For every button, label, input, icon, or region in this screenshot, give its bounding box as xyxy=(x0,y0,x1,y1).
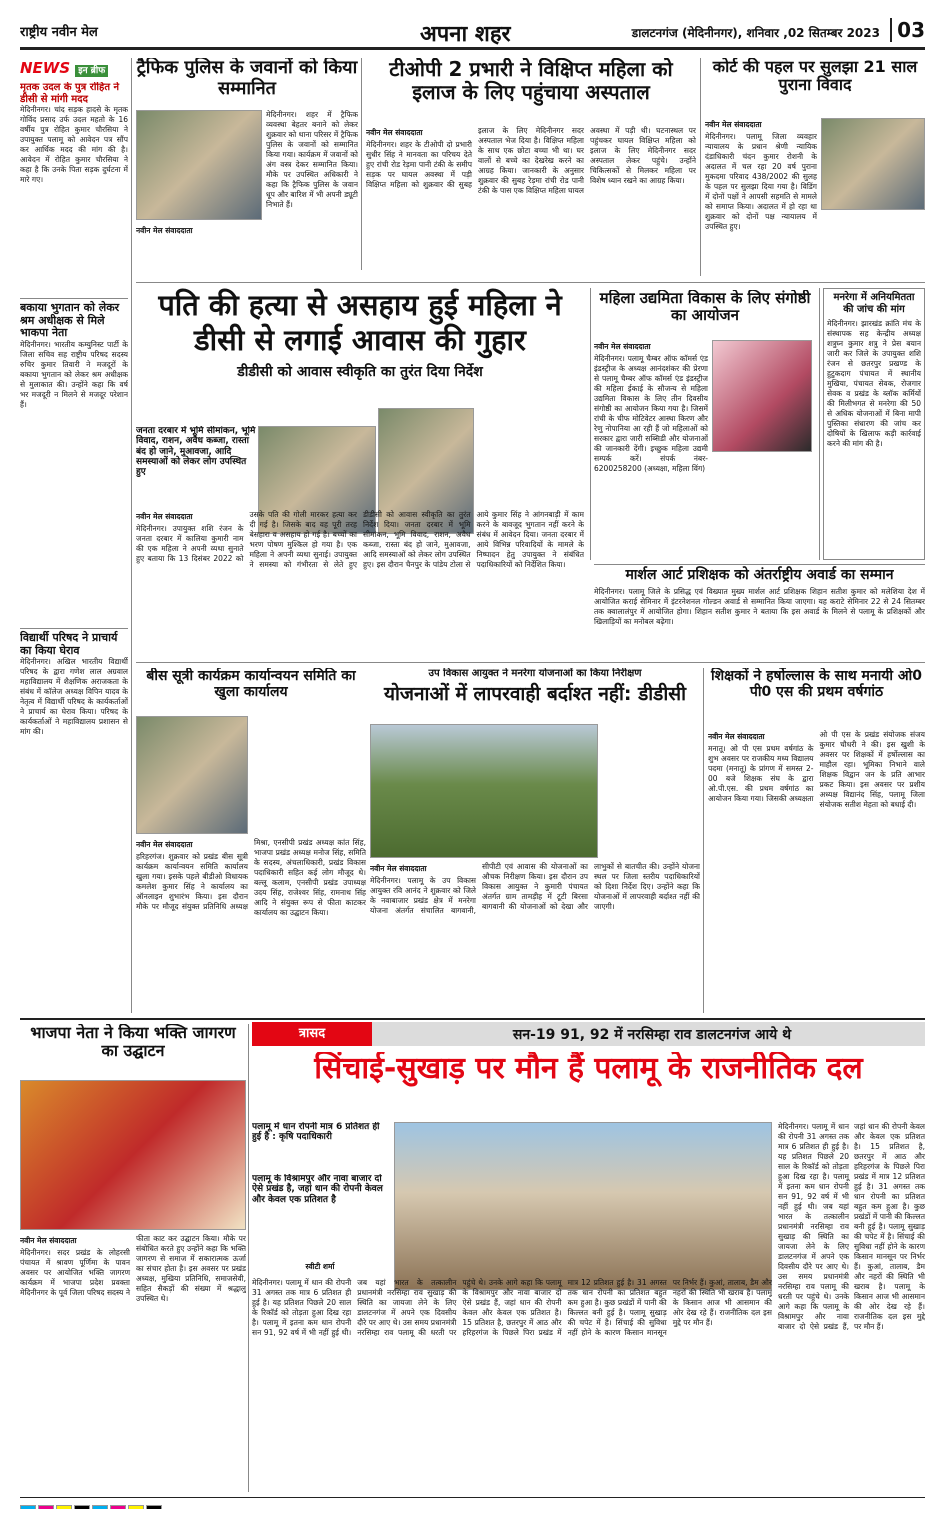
teachers-body: मनातू। ओ पी एस प्रथम वर्षगांठ के शुभ अवसर पर राजकीय मध्य विद्यालय पदमा (मनातू) के प्रांगण में समस्त 2-00 बजे शिक्षक संघ के द्वारा ओ.पी.एस. की प्रथम वर्षगांठ का आयोजन किया गया। जिसकी अध्यक्षता ओ पी एस के प्रखंड संयोजक संजय कुमार चौधरी ने की। इस खुशी के अवसर पर शिक्षकों में हर्षोल्लास का माहौल रहा। भूमिका निभाने वाले शिक्षक विद्वान जन के प्रति आभार प्रकट किया। इस अवसर पर प्रशीय अध्यक्ष विद्यानंद सिंह, पलामू जिला संयोजक सतीश मेहता को बधाई दी। xyxy=(708,730,925,809)
women-byline: नवीन मेल संवाददाता xyxy=(594,342,651,351)
bjp-text xyxy=(20,1234,246,1492)
top-body: मेदिनीनगर। शहर के टीओपी दो प्रभारी सुधीर सिंह ने मानवता का परिचय देते हुए रांची रोड रेड़मा पानी टंकी के समीप सड़क पर घायल अवस्था में पड़ी विक्षिप्त महिला को शुक्रवार की सुबह इलाज के लिए मेदिनीनगर सदर अस्पताल भेज दिया है। विक्षिप्त महिला के साथ एक छोटा बच्चा भी था। घर वालों से बच्चे का देखरेख करने का आग्रह किया। जानकारी के अनुसार शुक्रवार की सुबह रेड़मा रांची रोड पानी टंकी के पास एक विक्षिप्त महिला घायल अवस्था में पड़ी थी। घटनास्थल पर पहुंचकर घायल विक्षिप्त महिला को इलाज के लिए मेदिनीनगर सदर अस्पताल लेकर पहुंचे। उन्होंने चिकित्सकों से मिलकर महिला पर विशेष ध्यान रखने का आग्रह किया। xyxy=(366,126,696,195)
mgnrega-text xyxy=(370,862,700,1013)
twenty-point-byline: नवीन मेल संवाददाता xyxy=(136,840,193,849)
drought-kicker: सन-19 91, 92 में नरसिम्हा राव डालटनगंज आये थे xyxy=(512,1027,792,1043)
paper-name: राष्ट्रीय नवीन मेल xyxy=(20,25,98,40)
lead-byline: नवीन मेल संवाददाता xyxy=(136,512,193,521)
lead-body: मेदिनीनगर। उपायुक्त शशि रंजन के जनता दरबार में कालिया कुमारी नाम की एक महिला ने अपनी व्यथा सुनाते हुए बताया कि 13 दिसंबर 2022 को उसके पति की गोली मारकर हत्या कर दी गई है। जिसके बाद वह पूरी तरह बेसहारा व असहाय हो गई है। बच्चों का भरण पोषण मुश्किल हो गया है। एक महिला ने अपनी व्यथा सुनाई। उपायुक्त ने समस्या को गंभीरता से लेते हुए डीडीसी को आवास स्वीकृति का तुरंत निर्देश दिया। जनता दरबार में भूमि सीमांकन, भूमि विवाद, राशन, अवैध कब्जा, रास्ता बंद हो जाने, मुआवजा, आदि समस्याओं को लेकर लोग उपस्थित हुए। इस दौरान चैनपुर के पांडेय टोला से आये कुमार सिंह ने आंगनबाड़ी में काम करने के बावजूद भुगतान नहीं करने के संबंध में आवेदन दिया। जनता दरबार में आये विभिन्न परिवादियों के मामले के निष्पादन हेतु उपायुक्त ने संबंधित पदाधिकारियों को निर्देशित किया। xyxy=(136,510,584,569)
top-byline: नवीन मेल संवाददाता xyxy=(366,128,423,137)
court-text xyxy=(705,118,817,280)
drought-tag: त्रासद xyxy=(252,1022,372,1046)
registration-swatch xyxy=(92,1505,108,1509)
news-in-brief xyxy=(20,58,128,998)
award-body: मेदिनीनगर। पलामू जिले के प्रसिद्ध एवं विख्यात मुख्य मार्शल आर्ट प्रशिक्षक शिहान सतीश कुमार को मलेशिया देश में आयोजित कराई सेमिनार में इंटरनेशनल गोल्डन अवार्ड से सम्मानित किया जाएगा। यह कराटे सेमिनार 22 से 24 सितम्बर तक क्वालालंपुर में आयोजित होगा। शिहान सतीश कुमार ने बताया कि इस अवार्ड के मिलने से पलामू के प्रशिक्षकों और खिलाड़ियों का मनोबल बढ़ेगा। xyxy=(594,587,925,627)
lead-headline: पति की हत्या से असहाय हुई महिला ने डीसी से लगाई आवास की गुहार xyxy=(158,288,562,357)
lead-caption-box xyxy=(136,426,256,506)
women-body: मेदिनीनगर। पलामू चैम्बर ऑफ कॉमर्स एंड इंडस्ट्रीज के अध्यक्ष आनंदशंकर की प्रेरणा से पलामू चैम्बर ऑफ कॉमर्स एंड इंडस्ट्रीज की महिला ईकाई के सौजन्य से महिला उद्यमिता विकास के लिए तीन दिवसीय संगोष्ठी का आयोजन किया गया है। जिसमें रांची के चीफ मोटिवेटर आस्था किरण और रेणु नोपानिया आ रही हैं जो महिलाओं को सरकार द्वारा जारी सब्सिडी और योजनाओं की जानकारी देंगी। इच्छुक महिला उद्यमी सम्पर्क करें। संपर्क नंबर- 6200258200 (अध्यक्षा, महिला विंग) xyxy=(594,354,708,473)
drought-banner xyxy=(252,1022,925,1046)
brief-title: मृतक उदल के पुत्र रोहित ने डीसी से मांगी मदद xyxy=(20,82,120,105)
top-text xyxy=(366,126,696,276)
brief-item xyxy=(20,628,128,998)
women-headline: महिला उद्यमिता विकास के लिए संगोष्ठी का आयोजन xyxy=(599,290,811,325)
drought-byline: स्वीटी शर्मा xyxy=(305,1262,335,1271)
mgnrega-brief-body: मेदिनीनगर। झारखंड क्रांति मंच के संस्थापक सह केन्द्रीय अध्यक्ष शत्रुघ्न कुमार शत्रु ने प्रेस बयान जारी कर जिले के उपायुक्त शशि रंजन से छतरपुर प्रखण्ड के हुटुकदाग पंचायत में स्थानीय मुखिया, पंचायत सेवक, रोजगार सेवक व प्रखंड के ब्लॉक कर्मियों की मिलीभगत से मनरेगा की 50 से अधिक योजनाओं में बिना मापी पुस्तिका संधारण की जांच कर दोषियों के खिलाफ कड़ी कार्रवाई करने की मांग की है। xyxy=(827,319,921,448)
lead-text xyxy=(136,510,584,658)
registration-swatch xyxy=(20,1505,36,1509)
mgnrega-brief-headline: मनरेगा में अनियमितता की जांच की मांग xyxy=(833,292,915,315)
twenty-point-headline: बीस सूत्री कार्यक्रम कार्यान्वयन समिति का खुला कार्यालय xyxy=(146,668,356,701)
top-headline: टीओपी 2 प्रभारी ने विक्षिप्त महिला को इलाज के लिए पहुंचाया अस्पताल xyxy=(389,58,673,104)
registration-swatch xyxy=(146,1505,162,1509)
brief-title: बकाया भुगतान को लेकर श्रम अधीक्षक से मिले भाकपा नेता xyxy=(20,301,120,340)
court-story xyxy=(705,58,925,280)
traffic-text xyxy=(266,110,358,270)
traffic-headline: ट्रैफिक पुलिस के जवानों को किया सम्मानित xyxy=(136,58,358,99)
badge-news: NEWS xyxy=(20,59,71,77)
page-number: 03 xyxy=(890,18,925,42)
award-headline: मार्शल आर्ट प्रशिक्षक को अंतर्राष्ट्रीय अवार्ड का सम्मान xyxy=(625,567,894,583)
badge-brief: इन ब्रीफ xyxy=(75,65,108,77)
drought-headline: सिंचाई-सुखाड़ पर मौन हैं पलामू के राजनीतिक दल xyxy=(314,1052,863,1086)
court-byline: नवीन मेल संवाददाता xyxy=(705,120,762,129)
brief-title: विद्यार्थी परिषद ने प्राचार्य का किया घेराव xyxy=(20,631,118,657)
twenty-point-body: हरिहरगंज। शुक्रवार को प्रखंड बीस सूत्री कार्यक्रम कार्यान्वयन समिति कार्यालय खुला गया। इसके पहले बीडीओ विधायक कमलेश कुमार सिंह ने कार्यालय का ऑनलाइन शुभारंभ किया। इस दौरान मौके पर मौजूद संयुक्त प्रतिनिधि अध्यक्ष मिश्रा, एनसीपी प्रखंड अध्यक्ष कांत सिंह, भाजपा प्रखंड अध्यक्ष मनोज सिंह, समिति के सदस्य, अंचलाधिकारी, प्रखंड विकास पदाधिकारी सहित कई लोग मौजूद थे। बल्लू कलाम, एनसीपी प्रखंड उपाध्यक्ष उदय सिंह, राजेश्वर सिंह, रामनाथ सिंह आदि ने संयुक्त रूप से फीता काटकर कार्यालय का उद्घाटन किया। xyxy=(136,838,366,917)
masthead xyxy=(20,14,925,50)
mgnrega-kicker: उप विकास आयुक्त ने मनरेगा योजनाओं का किया निरीक्षण xyxy=(428,668,642,679)
lead-photo-caption: जनता दरबार में भूमि सीमांकन, भूमि विवाद, राशन, अवैध कब्जा, रास्ता बंद हो जाने, मुआवजा, आदि समस्याओं को लेकर लोग उपस्थित हुए xyxy=(136,426,256,478)
court-body: मेदिनीनगर। पलामू जिला व्यवहार न्यायालय के प्रधान श्रेणी न्यायिक दंडाधिकारी चंदन कुमार रोशनी के अदालत में चल रहा 20 वर्ष पुराना मुकदमा परिवाद 438/2002 की सुलह के पहल पर सुलझा दिया गया है। विडिंग में दोनों पक्षों ने आपसी सहमति से मामले को समाप्त किया। अदालत में हो रहा था शुक्रवार को दोनों पक्ष न्यायालय में उपस्थित हुए। xyxy=(705,132,817,231)
traffic-body: मेदिनीनगर। शहर में ट्रैफिक व्यवस्था बेहतर बनाने को लेकर शुक्रवार को थाना परिसर में ट्रैफिक पुलिस के जवानों को सम्मानित किया गया। कार्यक्रम में जवानों को अंग वस्त्र देकर सम्मानित किया। मौके पर उपस्थित अधिकारी ने कहा कि ट्रैफिक पुलिस के जवान धूप और बारिश में भी अपनी ड्यूटी निभाते हैं। xyxy=(266,110,358,209)
bjp-headline: भाजपा नेता ने किया भक्ति जागरण का उद्घाटन xyxy=(30,1024,236,1061)
court-headline: कोर्ट की पहल पर सुलझा 21 साल पुराना विवाद xyxy=(712,58,918,95)
drought-pullquote-1 xyxy=(252,1122,388,1170)
court-photo xyxy=(821,118,925,210)
drought-photo xyxy=(394,1122,772,1290)
dateline: डालटनगंज (मेदिनीनगर), शनिवार ,02 सितम्बर 2023 xyxy=(631,26,880,40)
traffic-story xyxy=(136,58,358,270)
bjp-story xyxy=(20,1024,246,1492)
registration-swatch xyxy=(110,1505,126,1509)
twenty-point-story xyxy=(136,668,366,1013)
mgnrega-brief xyxy=(823,288,925,560)
drought-body: मेदिनीनगर। पलामू में धान की रोपनी 31 अगस्त तक मात्र 6 प्रतिशत ही हुई है। यह प्रतिशत पिछले 20 साल के रिकॉर्ड को तोड़ता हुआ दिख रहा है। पलामू में इतना कम धान रोपनी सन 91, 92 वर्ष में भी नहीं हुई थी। जब यहां भारत के तत्कालीन प्रधानमंत्री नरसिम्हा राव सुखाड़ की स्थिति का जायजा लेने के लिए डालटनगंज में अपने एक दिवसीय दौरे पर आए थे। उस समय प्रधानमंत्री नरसिम्हा राव पलामू की धरती पर पहुंचे थे। उनके आगे कहा कि पलामू के विश्रामपुर और नावा बाजार दो ऐसे प्रखंड हैं, जहां धान की रोपनी केवल और केवल एक प्रतिशत है। 15 प्रतिशत है, छतरपुर में आठ और हरिहरगंज के पिछले पिरा प्रखंड में मात्र 12 प्रतिशत हुई है। 31 अगस्त तक धान रोपनी का प्रतिशत बहुत कम हुआ है। कुछ प्रखंडों में पानी की किल्लत बनी हुई है। पलामू सुखाड़ की चपेट में है। सिंचाई की सुविधा नहीं होने के कारण किसान मानसून पर निर्भर हैं। कुआं, तालाब, डैम और नहरों की स्थिति भी खराब है। पलामू के किसान आज भी आसमान की ओर देख रहे हैं। राजनीतिक दल इस मुद्दे पर मौन हैं। xyxy=(252,1278,772,1337)
women-story xyxy=(594,290,816,560)
brief-item xyxy=(20,82,128,292)
pullquote-2-text: पलामू के विश्रामपुर और नावा बाजार दो ऐसे प्रखंड है, जहां धान की रोपनी केवल और केवल एक प्रतिशत है xyxy=(252,1174,383,1205)
traffic-byline: नवीन मेल संवाददाता xyxy=(136,226,193,235)
mgnrega-inspection-story xyxy=(370,668,700,1013)
bjp-photo xyxy=(20,1080,246,1230)
registration-swatch xyxy=(56,1505,72,1509)
drought-story xyxy=(252,1022,925,1492)
teachers-byline: नवीन मेल संवाददाता xyxy=(708,732,765,741)
section-title: अपना शहर xyxy=(420,22,511,47)
bjp-body: मेदिनीनगर। सदर प्रखंड के लोहरसी पंचायत में श्रावण पूर्णिमा के पावन अवसर पर आयोजित भक्ति जागरण कार्यक्रम में भाजपा प्रदेश प्रवक्ता मेदिनीनगर के पूर्व जिला परिषद सदस्य ने फीता काट कर उद्घाटन किया। मौके पर संबोधित करते हुए उन्होंने कहा कि भक्ति जागरण से समाज में सकारात्मक ऊर्जा का संचार होता है। इस अवसर पर प्रखंड अध्यक्ष, मुखिया प्रतिनिधि, समाजसेवी, सहित सैकड़ों की संख्या में श्रद्धालु उपस्थित थे। xyxy=(20,1234,246,1303)
twenty-point-text xyxy=(136,838,366,1013)
brief-body: मेदिनीनगर। चांद सड़क हादसे के मृतक गोविंद प्रसाद उर्फ उदल महतो के 16 वर्षीय पुत्र रोहित कुमार चौरसिया ने उपायुक्त पलामू को आवेदन पत्र सौंप कर आर्थिक मदद की मांग की है। आवेदन में रोहित कुमार चौरसिया ने कहा है कि उनके पिता सड़क दुर्घटना में मारे गए। xyxy=(20,105,128,184)
lead-story xyxy=(136,288,584,658)
brief-body: मेदिनीनगर। भारतीय कम्युनिस्ट पार्टी के जिला सचिव सह राष्ट्रीय परिषद सदस्य रुचिर कुमार तिवारी ने मजदूरों के बकाया भुगतान को लेकर श्रम अधीक्षक से मुलाकात की। उन्होंने कहा कि वर्ष भर मजदूरी न मिलने से मजदूर परेशान हैं। xyxy=(20,339,128,409)
bjp-byline: नवीन मेल संवाददाता xyxy=(20,1236,77,1245)
news-badge xyxy=(20,58,128,78)
registration-swatch xyxy=(74,1505,90,1509)
mgnrega-photo xyxy=(370,724,598,858)
mgnrega-body: मेदिनीनगर। पलामू के उप विकास आयुक्त रवि आनंद ने शुक्रवार को जिले के नवाबाजार प्रखंड क्षेत्र में मनरेगा योजना अंतर्गत संचालित बागवानी, सीपीटी एवं आवास की योजनाओं का औचक निरीक्षण किया। इस दौरान उप विकास आयुक्त ने कुमारी पंचायत अंतर्गत ग्राम तामड़ीह में टूटी बिरसा बागवानी की योजनाओं को देखा और लाभुकों से बातचीत की। उन्होंने योजना स्थल पर जिला स्तरीय पदाधिकारियों को दिशा निर्देश दिए। उन्होंने कहा कि योजनाओं में लापरवाही बर्दाश्त नहीं की जाएगी। xyxy=(370,862,700,915)
award-story xyxy=(594,564,925,654)
traffic-text-lower xyxy=(136,224,262,270)
women-text xyxy=(594,340,708,560)
top-story xyxy=(366,58,696,276)
traffic-photo xyxy=(136,110,262,220)
registration-swatch xyxy=(38,1505,54,1509)
drought-text xyxy=(252,1278,772,1492)
drought-body-continued: मेदिनीनगर। पलामू में धान की रोपनी 31 अगस्त तक मात्र 6 प्रतिशत ही हुई है। यह प्रतिशत पिछले 20 साल के रिकॉर्ड को तोड़ता हुआ दिख रहा है। पलामू में इतना कम धान रोपनी सन 91, 92 वर्ष में भी नहीं हुई थी। जब यहां भारत के तत्कालीन प्रधानमंत्री नरसिम्हा राव सुखाड़ की स्थिति का जायजा लेने के लिए डालटनगंज में अपने एक दिवसीय दौरे पर आए थे। उस समय प्रधानमंत्री नरसिम्हा राव पलामू की धरती पर पहुंचे थे। उनके आगे कहा कि पलामू के विश्रामपुर और नावा बाजार दो ऐसे प्रखंड हैं, जहां धान की रोपनी केवल और केवल एक प्रतिशत है। 15 प्रतिशत है, छतरपुर में आठ और हरिहरगंज के पिछले पिरा प्रखंड में मात्र 12 प्रतिशत हुई है। 31 अगस्त तक धान रोपनी का प्रतिशत बहुत कम हुआ है। कुछ प्रखंडों में पानी की किल्लत बनी हुई है। पलामू सुखाड़ की चपेट में है। सिंचाई की सुविधा नहीं होने के कारण किसान मानसून पर निर्भर हैं। कुआं, तालाब, डैम और नहरों की स्थिति भी खराब है। पलामू के किसान आज भी आसमान की ओर देख रहे हैं। राजनीतिक दल इस मुद्दे पर मौन हैं। xyxy=(778,1122,925,1331)
teachers-story xyxy=(708,668,925,1013)
pullquote-1-text: पलामू में धान रोपनी मात्र 6 प्रतिशत ही हुई है : कृषि पदाधिकारी xyxy=(252,1122,380,1143)
brief-body: मेदिनीनगर। अखिल भारतीय विद्यार्थी परिषद के द्वारा गणेश लाल अग्रवाल महाविद्यालय में शैक्षणिक अराजकता के संबंध में कॉलेज अध्यक्ष विपिन यादव के नेतृत्व में विद्यार्थी परिषद के कार्यकर्ताओं ने प्राचार्य का घेराव किया। परिषद के कार्यकर्ताओं ने महाविद्यालय प्रशासन से मांग की। xyxy=(20,657,128,737)
lead-subhead: डीडीसी को आवास स्वीकृति का तुरंत दिया निर्देश xyxy=(237,363,483,380)
teachers-headline: शिक्षकों ने हर्षोल्लास के साथ मनायी ओ0 पी0 एस की प्रथम वर्षगांठ xyxy=(711,668,922,701)
footer-color-bar xyxy=(20,1497,925,1509)
drought-text-right xyxy=(778,1122,925,1492)
drought-pullquote-2 xyxy=(252,1174,388,1258)
mgnrega-headline: योजनाओं में लापरवाही बर्दाश्त नहीं: डीडीसी xyxy=(383,682,687,705)
registration-swatch xyxy=(128,1505,144,1509)
brief-item xyxy=(20,298,128,622)
teachers-text xyxy=(708,730,925,1013)
mgnrega-byline: नवीन मेल संवाददाता xyxy=(370,864,427,873)
women-photo xyxy=(712,340,812,452)
drought-byline-box xyxy=(252,1260,388,1274)
twenty-point-photo xyxy=(136,716,248,834)
